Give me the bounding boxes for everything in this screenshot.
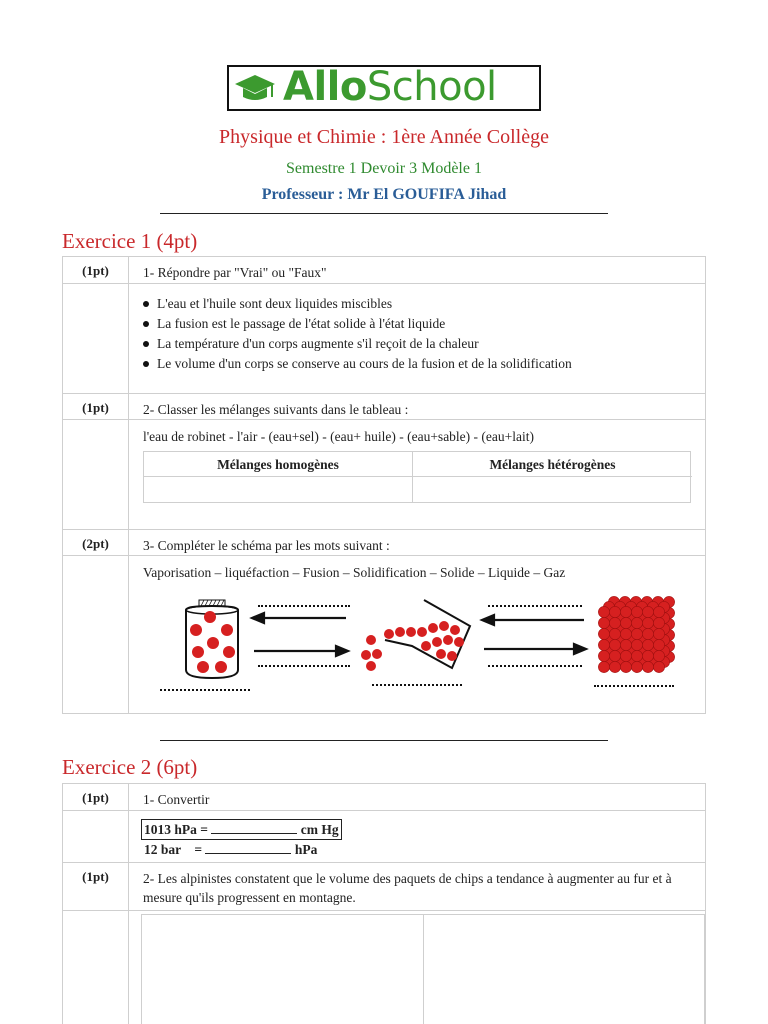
particle bbox=[598, 639, 609, 650]
particle bbox=[653, 661, 664, 672]
answer-blank[interactable] bbox=[205, 842, 291, 854]
column-header: Mélanges hétérogènes bbox=[413, 452, 692, 477]
particle bbox=[631, 606, 642, 617]
list-item: L'eau et l'huile sont deux liquides miscibles bbox=[129, 294, 705, 314]
particle bbox=[631, 650, 642, 661]
column-header: Mélanges homogènes bbox=[144, 452, 413, 477]
particle bbox=[620, 628, 631, 639]
page-subtitle: Semestre 1 Devoir 3 Modèle 1 bbox=[286, 160, 482, 177]
particle bbox=[642, 617, 653, 628]
liquid-beaker-icon bbox=[361, 600, 470, 671]
particle bbox=[598, 650, 609, 661]
table-row bbox=[63, 784, 705, 811]
question-text: 1- Répondre par "Vrai" ou "Faux" bbox=[143, 265, 327, 280]
page-title: Physique et Chimie : 1ère Année Collège bbox=[219, 126, 549, 148]
particle bbox=[609, 606, 620, 617]
word-bank: Vaporisation – liquéfaction – Fusion – Solidification – Solide – Liquide – Gaz bbox=[143, 565, 566, 580]
particle bbox=[642, 639, 653, 650]
particle bbox=[631, 617, 642, 628]
points-label: (1pt) bbox=[63, 784, 129, 810]
particle bbox=[631, 628, 642, 639]
particle bbox=[620, 606, 631, 617]
particle bbox=[620, 617, 631, 628]
professor-name: Professeur : Mr El GOUFIFA Jihad bbox=[261, 186, 507, 203]
particle bbox=[642, 606, 653, 617]
particle bbox=[609, 661, 620, 672]
blank-line[interactable] bbox=[488, 605, 582, 607]
blank-line[interactable] bbox=[160, 689, 250, 691]
points-label: (1pt) bbox=[63, 394, 129, 419]
answer-blank[interactable] bbox=[211, 822, 297, 834]
particle bbox=[642, 661, 653, 672]
particle bbox=[631, 661, 642, 672]
exercise-1-title: Exercice 1 (4pt) bbox=[62, 229, 198, 253]
particle bbox=[609, 628, 620, 639]
logo-text: AlloSchool bbox=[283, 64, 497, 110]
list-item: Le volume d'un corps se conserve au cours de la fusion et de la solidification bbox=[129, 354, 705, 374]
blank-line[interactable] bbox=[488, 665, 582, 667]
table-row bbox=[63, 863, 705, 911]
particle bbox=[653, 650, 664, 661]
conversion-2: 12 bar = hPa bbox=[144, 842, 318, 857]
particle bbox=[598, 606, 609, 617]
particle bbox=[653, 617, 664, 628]
particle bbox=[653, 628, 664, 639]
blank-line[interactable] bbox=[594, 685, 674, 687]
particle bbox=[653, 639, 664, 650]
points-label: (2pt) bbox=[63, 530, 129, 555]
particle bbox=[598, 628, 609, 639]
particle bbox=[653, 606, 664, 617]
divider bbox=[160, 740, 608, 741]
particle bbox=[642, 628, 653, 639]
question-text: 3- Compléter le schéma par les mots suivant : bbox=[143, 538, 390, 553]
blank-line[interactable] bbox=[258, 605, 350, 607]
question-text: 2- Classer les mélanges suivants dans le tableau : bbox=[143, 402, 409, 417]
particle bbox=[620, 639, 631, 650]
question-text: 1- Convertir bbox=[143, 792, 210, 807]
exercise-2-table bbox=[62, 783, 706, 1024]
table-row bbox=[63, 911, 705, 1024]
particle bbox=[642, 650, 653, 661]
solid-cube-icon bbox=[598, 596, 674, 672]
particle bbox=[620, 650, 631, 661]
particle bbox=[598, 617, 609, 628]
blank-line[interactable] bbox=[372, 684, 462, 686]
table-row bbox=[63, 811, 705, 863]
exercise-2-title: Exercice 2 (6pt) bbox=[62, 755, 198, 779]
answer-box[interactable] bbox=[141, 914, 705, 1024]
question-text: 2- Les alpinistes constatent que le volume des paquets de chips a tendance à augmenter au fur et à mesure qu'ils progressent en montagne. bbox=[143, 871, 672, 905]
particle bbox=[598, 661, 609, 672]
particle bbox=[631, 639, 642, 650]
particle bbox=[609, 617, 620, 628]
blank-line[interactable] bbox=[258, 665, 350, 667]
list-item: La température d'un corps augmente s'il reçoit de la chaleur bbox=[129, 334, 705, 354]
conversion-1: 1013 hPa = cm Hg bbox=[141, 819, 342, 840]
particle bbox=[609, 639, 620, 650]
gas-jar-icon bbox=[186, 600, 238, 678]
particle bbox=[609, 650, 620, 661]
points-label: (1pt) bbox=[63, 257, 129, 283]
particle bbox=[620, 661, 631, 672]
list-item: La fusion est le passage de l'état solide à l'état liquide bbox=[129, 314, 705, 334]
points-label: (1pt) bbox=[63, 863, 129, 910]
mixtures-list: l'eau de robinet - l'air - (eau+sel) - (eau+ huile) - (eau+sable) - (eau+lait) bbox=[143, 429, 534, 444]
